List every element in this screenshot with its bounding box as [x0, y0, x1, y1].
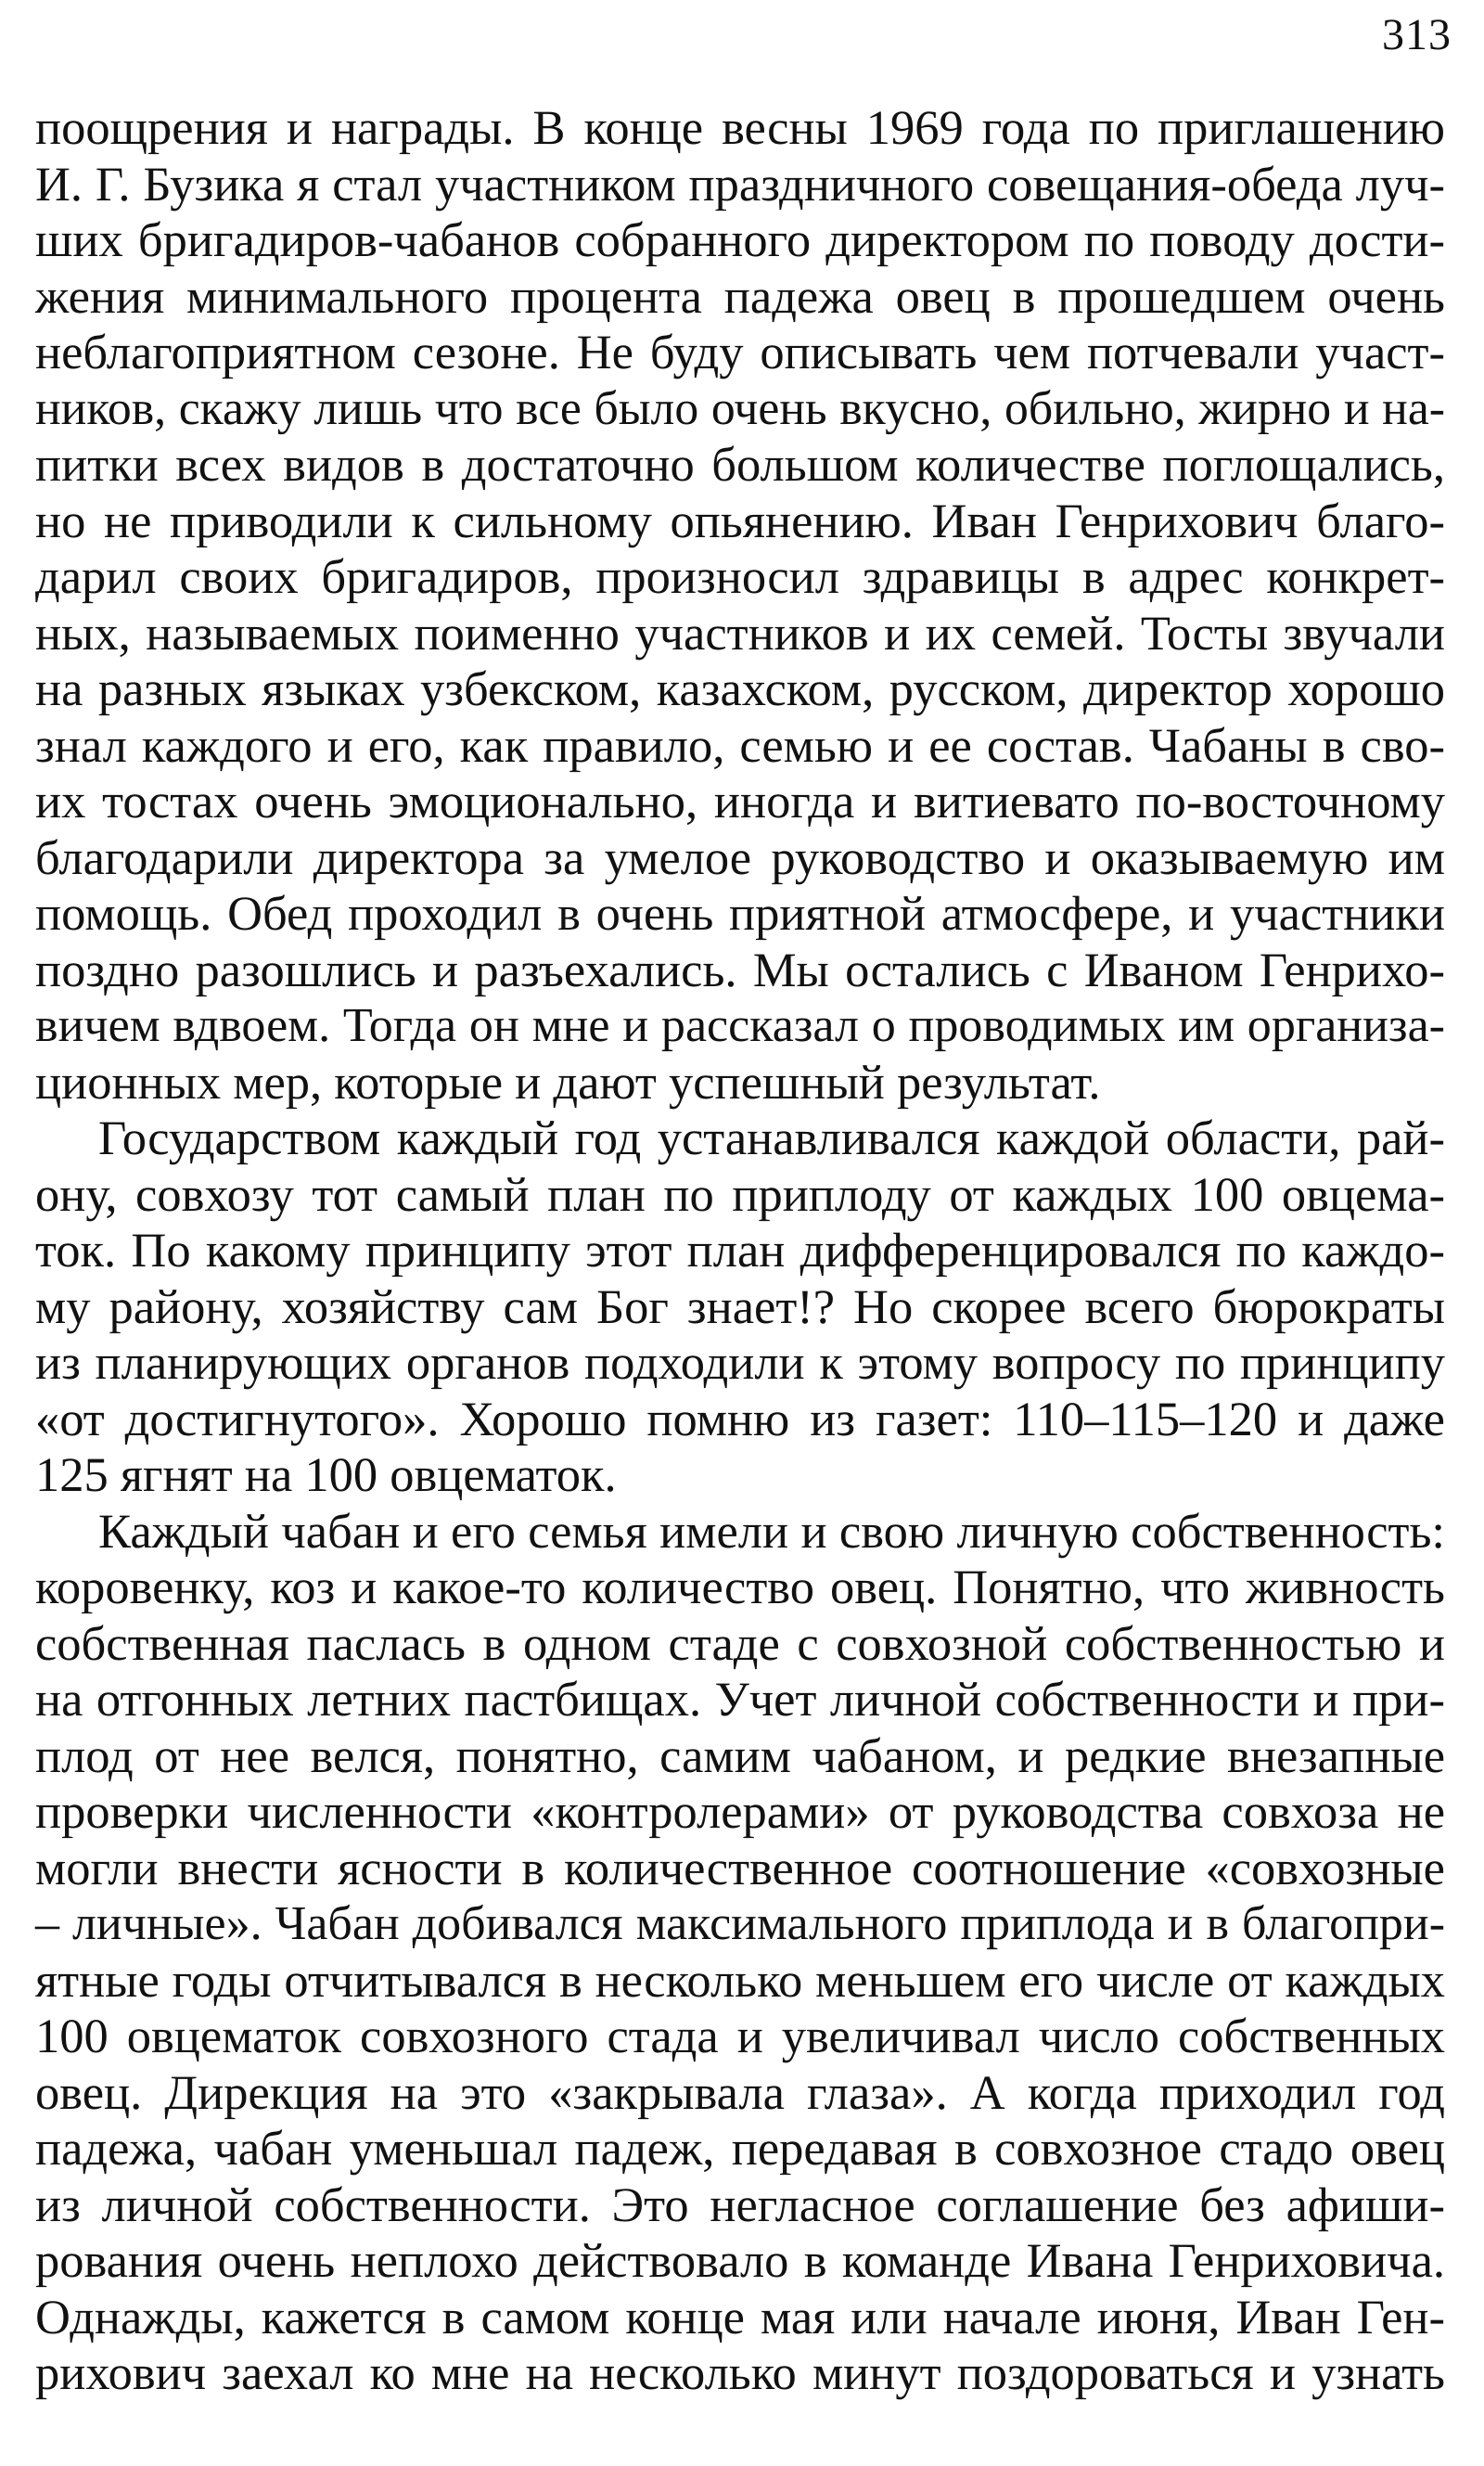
- text-line: рования очень неплохо действовало в команде Ивана Генриховича.: [35, 2234, 1445, 2288]
- text-line: питки всех видов в достаточно большом количестве поглощались,: [35, 438, 1445, 492]
- text-line: Однажды, кажется в самом конце мая или начале июня, Иван Ген-: [35, 2290, 1445, 2344]
- text-line: ционных мер, которые и дают успешный результат.: [35, 1055, 1101, 1110]
- paragraph-first-line: Каждый чабан и его семья имели и свою личную собственность:: [98, 1504, 1445, 1559]
- text-line: их тостах очень эмоционально, иногда и витиевато по-восточному: [35, 775, 1445, 828]
- text-line: на разных языках узбекском, казахском, русском, директор хорошо: [35, 662, 1445, 716]
- text-line: ных, называемых поименно участников и их семей. Тосты звучали: [35, 606, 1445, 661]
- text-line: поздно разошлись и разъехались. Мы остались с Иваном Генрихо-: [35, 943, 1445, 997]
- text-line: поощрения и награды. В конце весны 1969 года по приглашению: [35, 101, 1445, 155]
- text-line: 125 ягнят на 100 овцематок.: [35, 1448, 617, 1502]
- text-line: «от достигнутого». Хорошо помню из газет: 110–115–120 и даже: [35, 1392, 1445, 1446]
- text-line: на отгонных летних пастбищах. Учет личной собственности и при-: [35, 1673, 1445, 1727]
- text-line: благодарили директора за умелое руководство и оказываемую им: [35, 830, 1445, 885]
- text-line: но не приводили к сильному опьянению. Иван Генрихович благо-: [35, 494, 1445, 548]
- text-line: дарил своих бригадиров, произносил здравицы в адрес конкрет-: [35, 550, 1445, 604]
- text-line: падежа, чабан уменьшал падеж, передавая в совхозное стадо овец: [35, 2122, 1445, 2176]
- text-line: ону, совхозу тот самый план по приплоду от каждых 100 овцема-: [35, 1167, 1445, 1222]
- text-line: ток. По какому принципу этот план дифференцировался по каждо-: [35, 1224, 1445, 1278]
- text-line: коровенку, коз и какое-то количество овец. Понятно, что живность: [35, 1561, 1445, 1614]
- text-line: помощь. Обед проходил в очень приятной атмосфере, и участники: [35, 887, 1445, 941]
- text-line: вичем вдвоем. Тогда он мне и рассказал о проводимых им организа-: [35, 999, 1445, 1052]
- paragraph-first-line: Государством каждый год устанавливался каждой области, рай-: [98, 1111, 1445, 1165]
- text-line: – личные». Чабан добивался максимального приплода и в благопри-: [35, 1897, 1445, 1950]
- text-line: собственная паслась в одном стаде с совхозной собственностью и: [35, 1616, 1445, 1671]
- text-line: му району, хозяйству сам Бог знает!? Но скорее всего бюрократы: [35, 1279, 1445, 1334]
- text-line: ников, скажу лишь что все было очень вкусно, обильно, жирно и на-: [35, 381, 1445, 435]
- text-line: 100 овцематок совхозного стада и увеличивал число собственных: [35, 2010, 1445, 2063]
- text-line: могли внести ясности в количественное соотношение «совхозные: [35, 1841, 1445, 1895]
- text-line: овец. Дирекция на это «закрывала глаза». А когда приходил год: [35, 2065, 1445, 2120]
- page-number: 313: [1382, 10, 1452, 59]
- text-line: ятные годы отчитывался в несколько меньшем его числе от каждых: [35, 1953, 1445, 2008]
- text-line: жения минимального процента падежа овец в прошедшем очень: [35, 269, 1445, 324]
- text-line: из личной собственности. Это негласное соглашение без афиши-: [35, 2177, 1445, 2232]
- text-line: И. Г. Бузика я стал участником праздничного совещания-обеда луч-: [35, 157, 1445, 212]
- body-text: [35, 100, 1445, 2402]
- text-line: плод от нее велся, понятно, самим чабаном, и редкие внезапные: [35, 1728, 1445, 1783]
- text-line: из планирующих органов подходили к этому вопросу по принципу: [35, 1336, 1445, 1390]
- text-line: ших бригадиров-чабанов собранного директором по поводу дости-: [35, 213, 1445, 267]
- text-line: проверки численности «контролерами» от руководства совхоза не: [35, 1785, 1445, 1839]
- text-line: неблагоприятном сезоне. Не буду описывать чем потчевали участ-: [35, 326, 1445, 379]
- text-line: рихович заехал ко мне на несколько минут поздороваться и узнать: [35, 2346, 1445, 2400]
- text-line: знал каждого и его, как правило, семью и ее состав. Чабаны в сво-: [35, 718, 1445, 773]
